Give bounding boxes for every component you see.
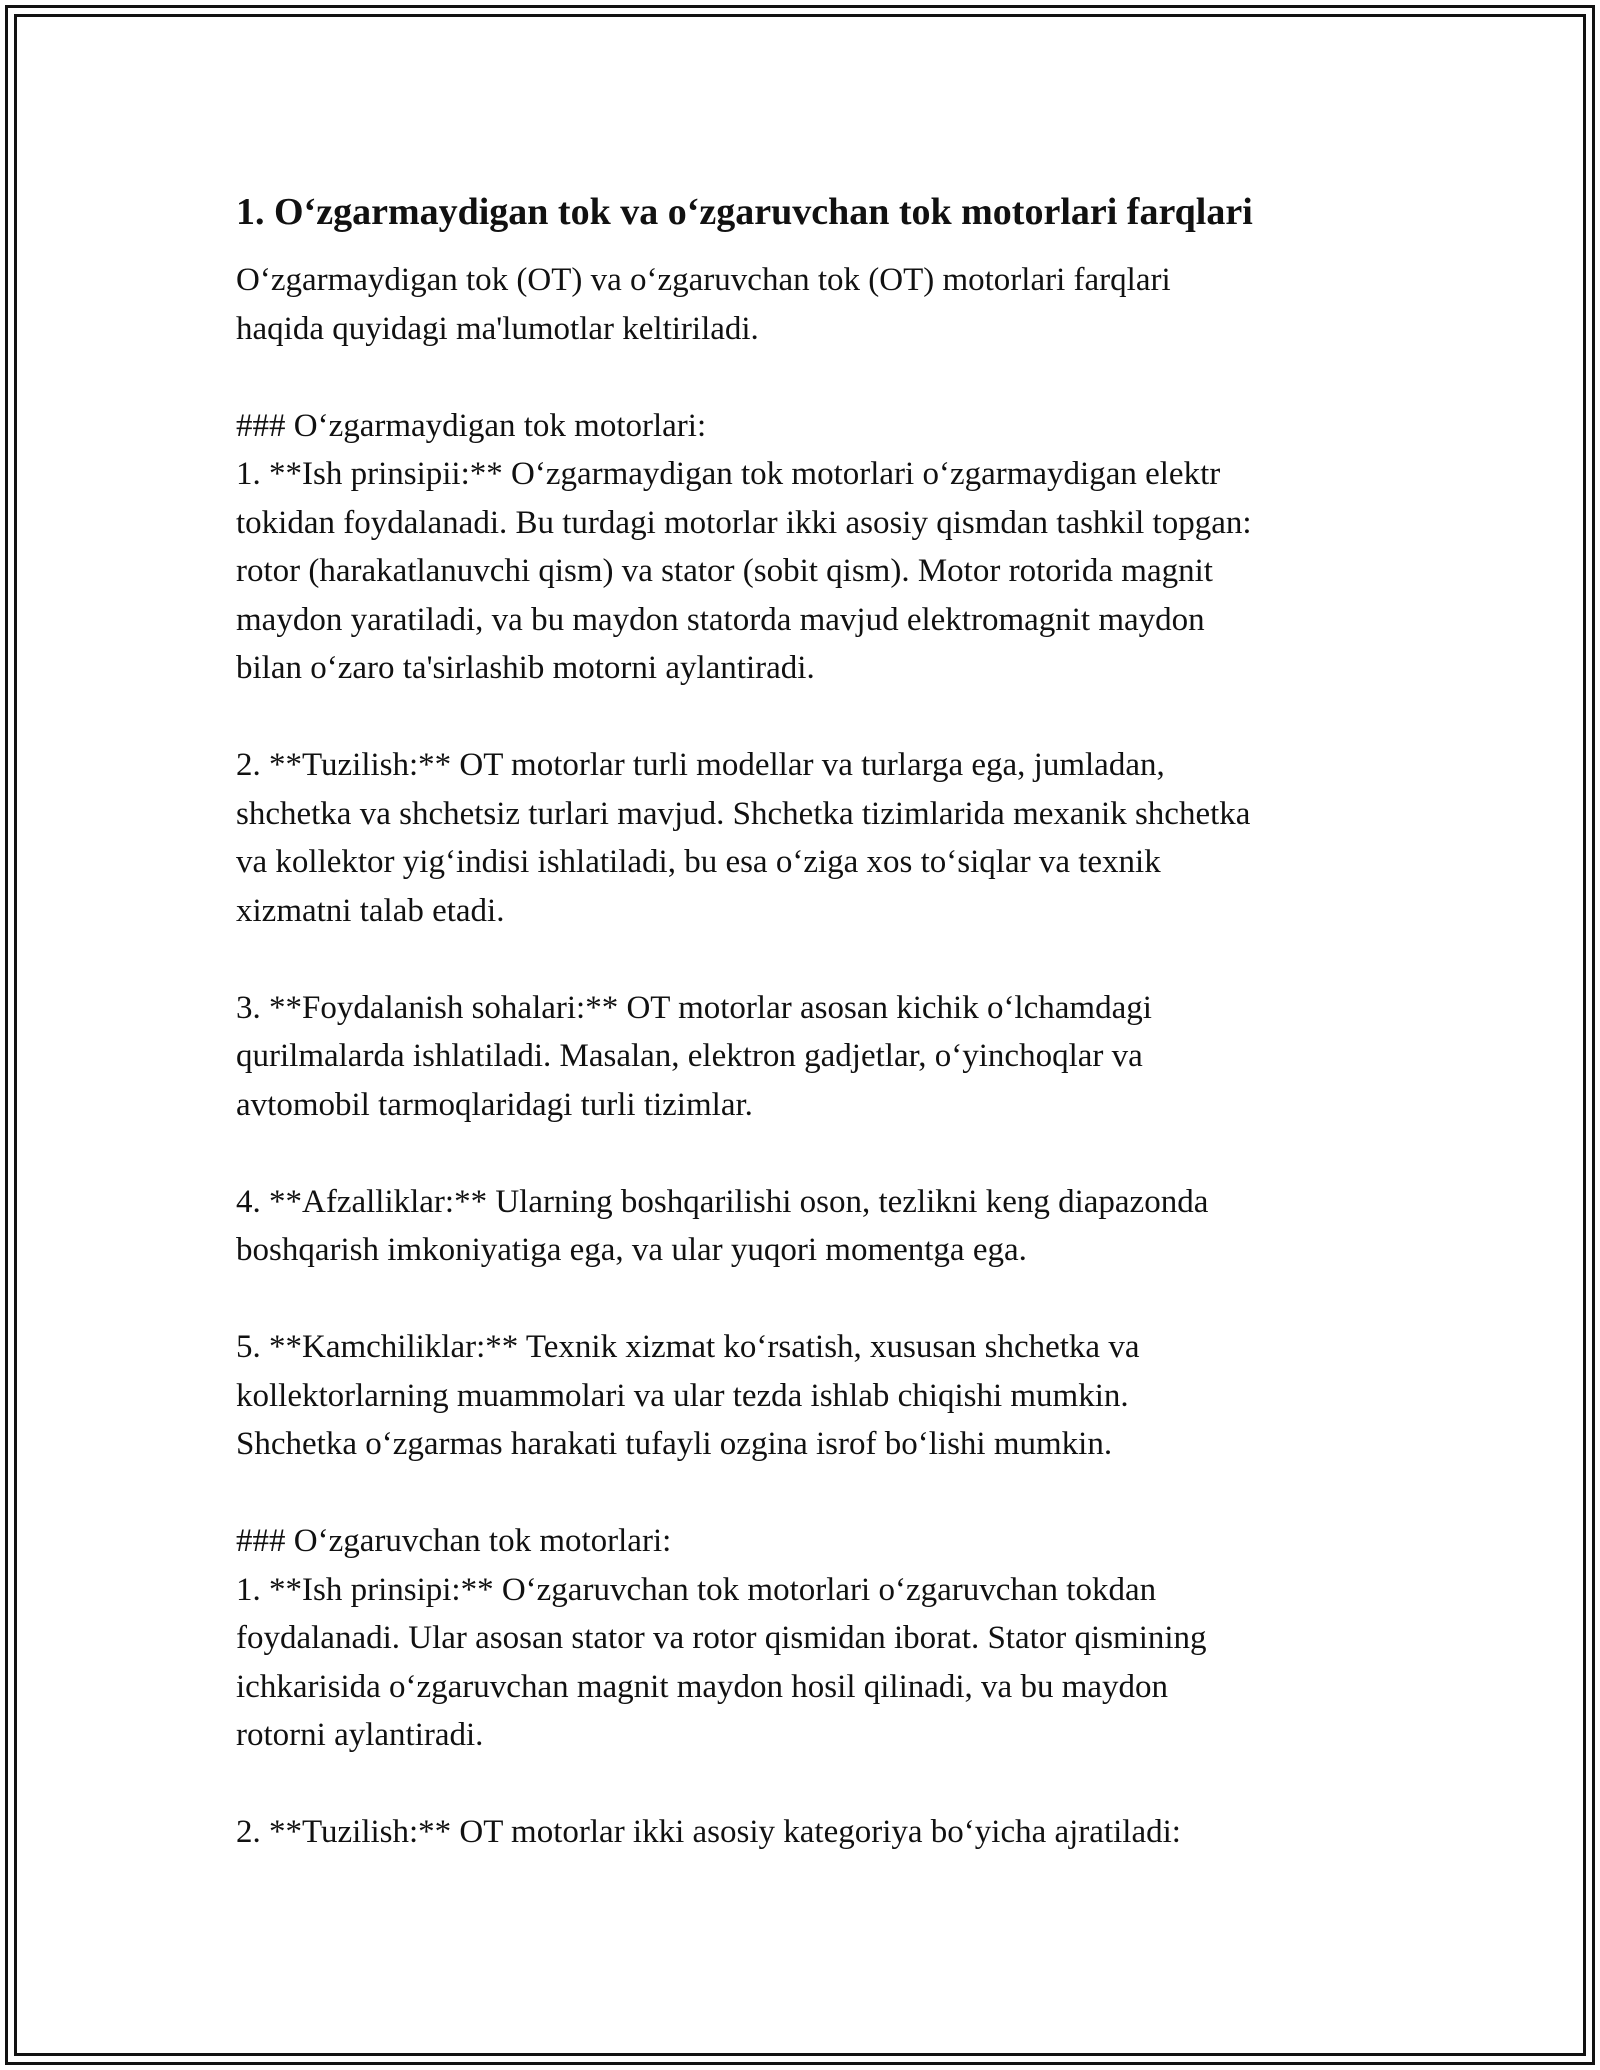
paragraph [236, 984, 1376, 1130]
paragraph-gap [236, 353, 1376, 402]
text-line: xizmatni talab etadi. [236, 892, 505, 929]
text-line: qurilmalarda ishlatiladi. Masalan, elektron gadjetlar, o‘yinchoqlar va [236, 1038, 1143, 1074]
text-line: foydalanadi. Ular asosan stator va rotor qismidan iborat. Stator qismining [236, 1620, 1207, 1656]
paragraph-gap [236, 1275, 1376, 1324]
text-line: tokidan foydalanadi. Bu turdagi motorlar ikki asosiy qismdan tashkil topgan: [236, 504, 1252, 541]
text-line: 1. **Ish prinsipi:** O‘zgaruvchan tok motorlari o‘zgaruvchan tokdan [236, 1571, 1157, 1608]
text-line: 2. **Tuzilish:** OT motorlar turli modellar va turlarga ega, jumladan, [236, 747, 1165, 783]
text-line: 5. **Kamchiliklar:** Texnik xizmat ko‘rsatish, xususan shchetka va [236, 1329, 1140, 1365]
text-line: ### O‘zgaruvchan tok motorlari: [236, 1523, 672, 1559]
text-line: Shchetka o‘zgarmas harakati tufayli ozgina isrof bo‘lishi mumkin. [236, 1426, 1113, 1462]
paragraph [236, 1808, 1376, 1857]
text-line: rotor (harakatlanuvchi qism) va stator (sobit qism). Motor rotorida magnit [236, 553, 1213, 589]
text-line: haqida quyidagi ma'lumotlar keltiriladi. [236, 310, 759, 347]
text-line: 1. **Ish prinsipii:** O‘zgarmaydigan tok motorlari o‘zgarmaydigan elektr [236, 456, 1221, 492]
paragraph [236, 402, 1376, 693]
paragraph-gap [236, 935, 1376, 984]
paragraph [236, 1178, 1376, 1275]
text-line: ### O‘zgarmaydigan tok motorlari: [236, 407, 707, 444]
text-line: bilan o‘zaro ta'sirlashib motorni aylantiradi. [236, 650, 815, 686]
paragraph-gap [236, 693, 1376, 742]
paragraph [236, 1517, 1376, 1760]
text-line: va kollektor yig‘indisi ishlatiladi, bu esa o‘ziga xos to‘siqlar va texnik [236, 844, 1161, 880]
text-line: kollektorlarning muammolari va ular tezda ishlab chiqishi mumkin. [236, 1377, 1129, 1414]
text-line: shchetka va shchetsiz turlari mavjud. Shchetka tizimlarida mexanik shchetka [236, 795, 1251, 832]
text-line: ichkarisida o‘zgaruvchan magnit maydon hosil qilinadi, va bu maydon [236, 1668, 1169, 1705]
paragraph [236, 256, 1376, 353]
paragraph-gap [236, 1760, 1376, 1809]
text-line: O‘zgarmaydigan tok (OT) va o‘zgaruvchan tok (OT) motorlari farqlari [236, 262, 1171, 298]
text-line: maydon yaratiladi, va bu maydon statorda mavjud elektromagnit maydon [236, 601, 1205, 638]
text-line: boshqarish imkoniyatiga ega, va ular yuqori momentga ega. [236, 1232, 1027, 1268]
paragraph [236, 741, 1376, 935]
text-line: 2. **Tuzilish:** OT motorlar ikki asosiy kategoriya bo‘yicha ajratiladi: [236, 1814, 1181, 1850]
text-line: 4. **Afzalliklar:** Ularning boshqarilishi oson, tezlikni keng diapazonda [236, 1183, 1209, 1220]
document-title: 1. O‘zgarmaydigan tok va o‘zgaruvchan tok motorlari farqlari [236, 191, 1253, 233]
text-line: avtomobil tarmoqlaridagi turli tizimlar. [236, 1086, 753, 1123]
text-line: rotorni aylantiradi. [236, 1717, 484, 1753]
document-paragraphs [236, 256, 1376, 1857]
paragraph-gap [236, 1129, 1376, 1178]
paragraph [236, 1323, 1376, 1469]
paragraph-gap [236, 1469, 1376, 1518]
text-line: 3. **Foydalanish sohalari:** OT motorlar asosan kichik o‘lchamdagi [236, 989, 1152, 1026]
document-body [236, 188, 1376, 1857]
